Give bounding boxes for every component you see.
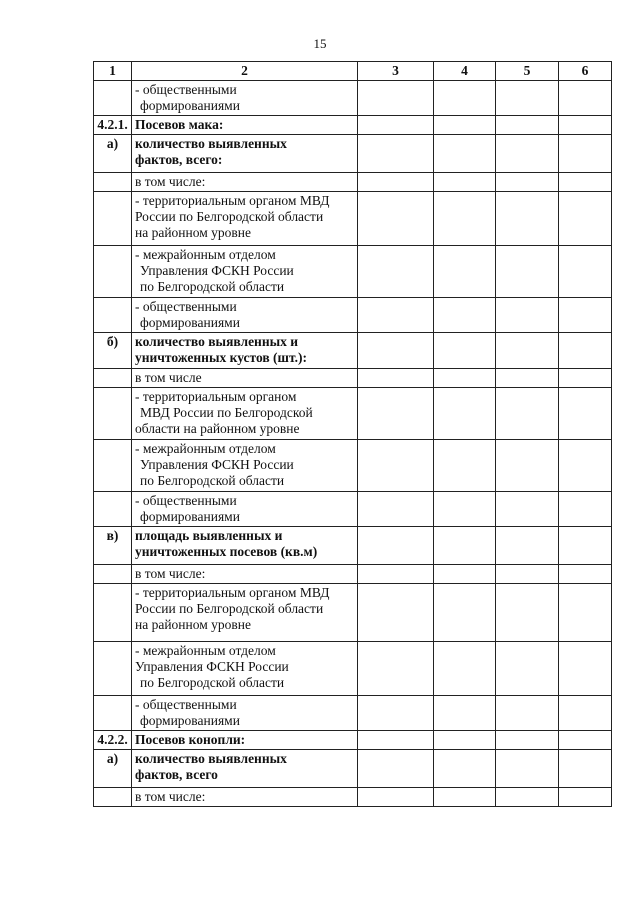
- header-cell: 4: [434, 62, 496, 81]
- row-number-cell: а): [94, 135, 132, 173]
- row-number-cell: [94, 565, 132, 584]
- value-cell: [496, 750, 559, 788]
- value-cell: [559, 492, 612, 527]
- table-row: [94, 492, 612, 527]
- value-cell: [496, 192, 559, 246]
- header-cell: 2: [132, 62, 358, 81]
- row-number-cell: б): [94, 333, 132, 369]
- value-cell: [434, 527, 496, 565]
- row-number-cell: [94, 584, 132, 642]
- table-row: [94, 696, 612, 731]
- indicator-cell: [132, 565, 358, 584]
- indicator-cell: [132, 192, 358, 246]
- header-row: [94, 62, 612, 81]
- value-cell: [496, 584, 559, 642]
- value-cell: [434, 135, 496, 173]
- value-cell: [559, 440, 612, 492]
- value-cell: [496, 788, 559, 807]
- row-number-cell: [94, 246, 132, 298]
- table-row: [94, 135, 612, 173]
- indicator-cell: [132, 642, 358, 696]
- indicator-line: МВД России по Белгородской: [140, 405, 313, 420]
- indicator-cell: [132, 788, 358, 807]
- table-row: [94, 333, 612, 369]
- indicator-line: - общественными: [135, 82, 237, 97]
- table-body: [94, 62, 612, 807]
- row-number-cell: [94, 440, 132, 492]
- row-number-cell: [94, 192, 132, 246]
- value-cell: [434, 333, 496, 369]
- indicator-cell: [132, 388, 358, 440]
- page-number: 15: [313, 36, 327, 51]
- row-number-cell: [94, 298, 132, 333]
- indicator-line: в том числе:: [135, 174, 206, 189]
- value-cell: [434, 696, 496, 731]
- value-cell: [496, 492, 559, 527]
- row-number-cell: 4.2.2.: [94, 731, 132, 750]
- indicator-cell: [132, 696, 358, 731]
- value-cell: [358, 527, 434, 565]
- indicator-line: количество выявленных: [135, 751, 287, 766]
- indicator-line: по Белгородской области: [140, 473, 285, 488]
- value-cell: [496, 135, 559, 173]
- table-row: [94, 731, 612, 750]
- value-cell: [559, 527, 612, 565]
- value-cell: [358, 192, 434, 246]
- table-row: [94, 298, 612, 333]
- value-cell: [496, 731, 559, 750]
- indicator-cell: [132, 173, 358, 192]
- value-cell: [496, 173, 559, 192]
- table-row: [94, 173, 612, 192]
- value-cell: [434, 788, 496, 807]
- value-cell: [434, 642, 496, 696]
- indicator-line: уничтоженных кустов (шт.):: [135, 350, 307, 365]
- row-number-cell: а): [94, 750, 132, 788]
- indicator-line: на районном уровне: [135, 617, 252, 632]
- value-cell: [358, 298, 434, 333]
- indicator-line: формированиями: [140, 315, 240, 330]
- indicator-line: Управления ФСКН России: [135, 659, 289, 674]
- indicator-line: по Белгородской области: [140, 675, 285, 690]
- row-number-cell: [94, 388, 132, 440]
- value-cell: [358, 246, 434, 298]
- indicator-line: Управления ФСКН России: [140, 263, 294, 278]
- report-table: [93, 61, 612, 807]
- indicator-line: России по Белгородской области: [135, 601, 324, 616]
- indicator-cell: [132, 298, 358, 333]
- value-cell: [434, 192, 496, 246]
- table-row: [94, 565, 612, 584]
- value-cell: [434, 173, 496, 192]
- value-cell: [434, 246, 496, 298]
- indicator-cell: [132, 750, 358, 788]
- indicator-cell: [132, 527, 358, 565]
- header-cell: 5: [496, 62, 559, 81]
- value-cell: [496, 333, 559, 369]
- indicator-cell: [132, 81, 358, 116]
- row-number-cell: [94, 81, 132, 116]
- value-cell: [358, 369, 434, 388]
- value-cell: [358, 492, 434, 527]
- indicator-line: фактов, всего: [135, 767, 218, 782]
- header-cell: 3: [358, 62, 434, 81]
- indicator-line: - общественными: [135, 697, 237, 712]
- indicator-line: Посевов мака:: [135, 117, 224, 132]
- value-cell: [358, 116, 434, 135]
- indicator-line: области на районном уровне: [135, 421, 300, 436]
- value-cell: [434, 388, 496, 440]
- value-cell: [559, 369, 612, 388]
- value-cell: [496, 696, 559, 731]
- table-row: [94, 246, 612, 298]
- indicator-line: формированиями: [140, 509, 240, 524]
- value-cell: [358, 642, 434, 696]
- indicator-line: в том числе:: [135, 566, 206, 581]
- value-cell: [434, 492, 496, 527]
- value-cell: [358, 440, 434, 492]
- indicator-line: России по Белгородской области: [135, 209, 324, 224]
- indicator-line: по Белгородской области: [140, 279, 285, 294]
- header-cell: 6: [559, 62, 612, 81]
- indicator-cell: [132, 135, 358, 173]
- row-number-cell: в): [94, 527, 132, 565]
- value-cell: [434, 565, 496, 584]
- indicator-line: количество выявленных: [135, 136, 287, 151]
- value-cell: [358, 135, 434, 173]
- indicator-line: в том числе:: [135, 789, 206, 804]
- row-number-cell: [94, 492, 132, 527]
- value-cell: [434, 116, 496, 135]
- row-number-cell: [94, 788, 132, 807]
- row-number-cell: [94, 696, 132, 731]
- indicator-cell: [132, 369, 358, 388]
- indicator-line: - общественными: [135, 299, 237, 314]
- table-row: [94, 642, 612, 696]
- value-cell: [496, 642, 559, 696]
- indicator-line: - межрайонным отделом: [135, 643, 276, 658]
- value-cell: [559, 192, 612, 246]
- value-cell: [559, 731, 612, 750]
- table-row: [94, 584, 612, 642]
- table-row: [94, 527, 612, 565]
- value-cell: [434, 750, 496, 788]
- value-cell: [496, 440, 559, 492]
- value-cell: [358, 388, 434, 440]
- indicator-cell: [132, 333, 358, 369]
- table-row: [94, 388, 612, 440]
- indicator-line: - территориальным органом МВД: [135, 193, 330, 208]
- indicator-cell: [132, 440, 358, 492]
- value-cell: [496, 298, 559, 333]
- indicator-cell: [132, 246, 358, 298]
- value-cell: [358, 173, 434, 192]
- indicator-cell: [132, 116, 358, 135]
- indicator-line: площадь выявленных и: [135, 528, 283, 543]
- value-cell: [559, 246, 612, 298]
- value-cell: [496, 565, 559, 584]
- value-cell: [559, 116, 612, 135]
- value-cell: [358, 565, 434, 584]
- value-cell: [559, 388, 612, 440]
- indicator-line: на районном уровне: [135, 225, 252, 240]
- indicator-cell: [132, 492, 358, 527]
- row-number-cell: [94, 369, 132, 388]
- value-cell: [559, 584, 612, 642]
- value-cell: [559, 642, 612, 696]
- indicator-line: - территориальным органом: [135, 389, 297, 404]
- value-cell: [358, 584, 434, 642]
- table-row: [94, 440, 612, 492]
- value-cell: [496, 527, 559, 565]
- value-cell: [559, 81, 612, 116]
- table-row: [94, 750, 612, 788]
- value-cell: [358, 696, 434, 731]
- value-cell: [559, 696, 612, 731]
- value-cell: [496, 369, 559, 388]
- value-cell: [559, 298, 612, 333]
- value-cell: [434, 440, 496, 492]
- indicator-line: - межрайонным отделом: [135, 441, 276, 456]
- value-cell: [358, 731, 434, 750]
- value-cell: [559, 565, 612, 584]
- indicator-line: количество выявленных и: [135, 334, 299, 349]
- indicator-line: в том числе: [135, 370, 202, 385]
- value-cell: [559, 135, 612, 173]
- value-cell: [434, 731, 496, 750]
- indicator-line: - межрайонным отделом: [135, 247, 276, 262]
- table-row: [94, 369, 612, 388]
- indicator-cell: [132, 584, 358, 642]
- value-cell: [559, 173, 612, 192]
- value-cell: [434, 298, 496, 333]
- table-row: [94, 192, 612, 246]
- table-row: [94, 81, 612, 116]
- indicator-line: Управления ФСКН России: [140, 457, 294, 472]
- value-cell: [559, 788, 612, 807]
- indicator-cell: [132, 731, 358, 750]
- value-cell: [496, 116, 559, 135]
- value-cell: [559, 750, 612, 788]
- row-number-cell: 4.2.1.: [94, 116, 132, 135]
- indicator-line: - территориальным органом МВД: [135, 585, 330, 600]
- header-cell: 1: [94, 62, 132, 81]
- value-cell: [496, 81, 559, 116]
- value-cell: [358, 788, 434, 807]
- value-cell: [496, 246, 559, 298]
- indicator-line: формированиями: [140, 98, 240, 113]
- row-number-cell: [94, 173, 132, 192]
- value-cell: [496, 388, 559, 440]
- value-cell: [434, 369, 496, 388]
- value-cell: [434, 584, 496, 642]
- value-cell: [358, 750, 434, 788]
- value-cell: [358, 81, 434, 116]
- value-cell: [358, 333, 434, 369]
- value-cell: [434, 81, 496, 116]
- indicator-line: формированиями: [140, 713, 240, 728]
- indicator-line: Посевов конопли:: [135, 732, 246, 747]
- value-cell: [559, 333, 612, 369]
- table-row: [94, 788, 612, 807]
- indicator-line: уничтоженных посевов (кв.м): [135, 544, 318, 559]
- indicator-line: - общественными: [135, 493, 237, 508]
- row-number-cell: [94, 642, 132, 696]
- table-row: [94, 116, 612, 135]
- indicator-line: фактов, всего:: [135, 152, 223, 167]
